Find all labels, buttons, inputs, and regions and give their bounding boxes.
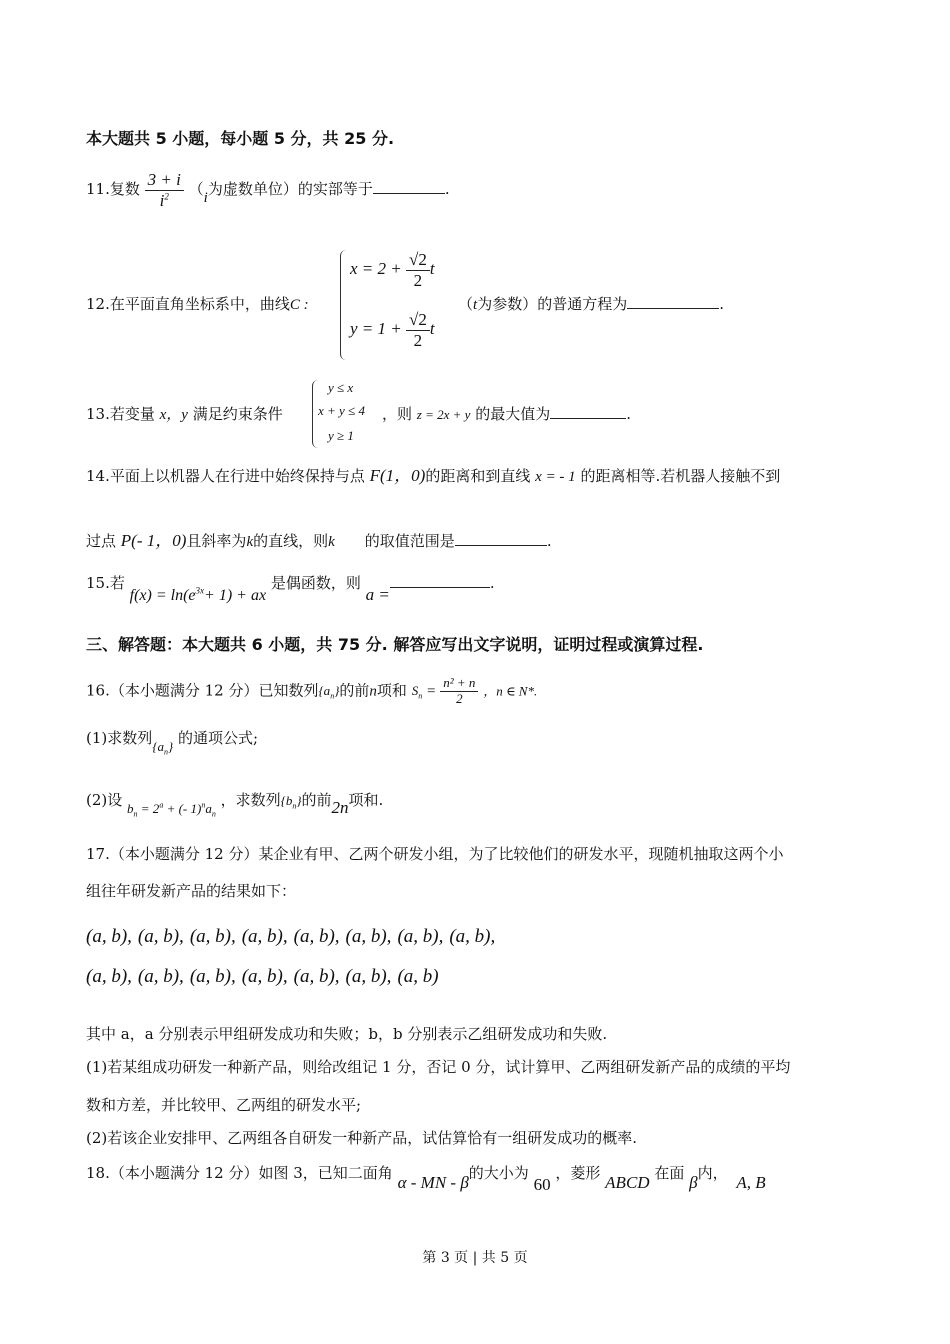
q11-numerator: 3 + i — [145, 170, 184, 191]
result-pair: (a, b), — [137, 926, 184, 947]
q13-answer-blank — [550, 418, 626, 419]
q16-bn-sub: n — [133, 809, 138, 819]
q14-tail: . — [546, 532, 552, 550]
q16-p1-seq-open: {a — [152, 739, 164, 754]
q14-line-eq: x = - 1 — [535, 469, 576, 485]
q18-d: 在面 — [654, 1164, 685, 1182]
result-pair: (a, b), — [189, 926, 236, 947]
q18-angle: α - MN - β — [397, 1173, 469, 1192]
q11-den-base: i — [159, 190, 165, 210]
q14-line2-b: 且斜率为 — [186, 532, 247, 550]
result-pair: (a, b), — [345, 966, 392, 987]
q15-func-a: f(x) = ln(e — [129, 587, 196, 604]
result-pair: (a, b), — [345, 926, 392, 947]
q16-intro-c: 项和 — [376, 681, 407, 700]
q12-line1 — [350, 250, 435, 290]
question-13-prefix — [86, 403, 283, 424]
q11-denominator — [145, 191, 184, 211]
q16-bseq-close: } — [296, 793, 302, 808]
q16-bn-sub2: n — [211, 809, 216, 819]
q16-fraction — [440, 676, 478, 707]
q12-line2-lhs: y = 1 + — [350, 318, 402, 338]
result-pair: (a, b), — [241, 966, 288, 987]
q13-vars: x，y — [159, 407, 188, 423]
q12-line2-t: t — [429, 318, 435, 338]
q14-k1: k — [246, 534, 254, 550]
q16-p2-d: 项和. — [348, 791, 384, 809]
q11-fraction — [145, 170, 184, 210]
q16-seq-close: } — [334, 683, 340, 699]
result-pair: (a, b), — [137, 966, 184, 987]
q12-tail: . — [719, 295, 724, 313]
q15-func-exp: 3x — [195, 585, 205, 596]
result-pair: (a, b), — [241, 926, 288, 947]
q12-line2 — [350, 310, 435, 350]
q16-bn-rhs3: a — [205, 801, 212, 816]
q12-suffix: 为参数）的普通方程为 — [477, 295, 628, 313]
q15-a-eq: a = — [365, 585, 390, 604]
question-16-part-1 — [86, 727, 258, 757]
q17-results-row-2 — [86, 966, 445, 988]
q16-bseq-open: {b — [280, 793, 293, 808]
q17-part-2: (2)若该企业安排甲、乙两组各自研发一种新产品，试估算恰有一组研发成功的概率. — [86, 1129, 638, 1147]
q13-constraint-2: x + y ≤ 4 — [318, 403, 365, 418]
q11-paren-open: （ — [188, 180, 204, 199]
question-17-intro-2: 组往年研发新产品的结果如下： — [86, 882, 297, 900]
q12-line1-frac — [406, 250, 430, 290]
q15-tail: . — [489, 574, 495, 592]
q17-results-row-1 — [86, 926, 501, 948]
q16-seq-open: {a — [318, 683, 331, 699]
q13-mid: 满足约束条件 — [192, 405, 283, 423]
q12-brace — [340, 250, 347, 360]
q14-line1-c: 的距离相等.若机器人接触不到 — [580, 467, 781, 485]
q14-line2-a: 过点 — [86, 532, 117, 550]
q16-den: 2 — [456, 690, 463, 706]
question-18 — [86, 1162, 766, 1194]
q15-prefix: 15.若 — [86, 574, 125, 592]
q18-degree: 60 — [533, 1175, 551, 1194]
result-pair: (a, b), — [293, 926, 340, 947]
q18-rhombus: ABCD — [605, 1173, 650, 1192]
q17-part-1-line-1: (1)若某组成功研发一种新产品，则给改组记 1 分，否记 0 分，试计算甲、乙两组研发新产品的成绩的平均 — [86, 1058, 791, 1076]
q16-sn-sub: n — [418, 692, 423, 702]
q14-k2: k — [328, 534, 335, 550]
q14-point-p: P(- 1，0) — [120, 531, 187, 550]
q12-t-var: t — [473, 297, 478, 313]
q11-prefix: 11.复数 — [86, 180, 140, 199]
q16-bseq-sub: n — [292, 801, 297, 811]
q15-func-b: + 1) + ax — [204, 587, 267, 604]
q12-line2-num: √2 — [406, 310, 430, 331]
q16-sn-base: S — [411, 683, 419, 699]
q16-n: n — [369, 683, 377, 700]
q14-line1-a: 14.平面上以机器人在行进中始终保持与点 — [86, 467, 365, 485]
q17-legend: 其中 a，a 分别表示甲组研发成功和失败；b，b 分别表示乙组研发成功和失败. — [86, 1025, 608, 1043]
q11-answer-blank — [373, 193, 445, 194]
q11-i-var: i — [203, 190, 208, 207]
q13-tail: . — [626, 405, 632, 423]
q16-two-n: 2n — [331, 798, 349, 817]
section-3-header: 三、解答题：本大题共 6 小题，共 75 分. 解答应写出文字说明，证明过程或演算过程. — [86, 635, 704, 654]
q14-point-f: F(1，0) — [369, 466, 426, 485]
q18-beta: β — [689, 1173, 698, 1192]
q14-line1-b: 的距离和到直线 — [425, 467, 531, 485]
q16-p1-b: 的通项公式; — [177, 729, 258, 747]
q13-then: ，则 — [382, 405, 413, 423]
q11-den-exp: 2 — [164, 190, 169, 201]
q16-bn-exp2: n — [201, 800, 206, 810]
q14-line2-d: 的取值范围是 — [364, 532, 455, 550]
q15-answer-blank — [390, 587, 490, 588]
q16-bn-rhs2: + (- 1) — [166, 801, 202, 816]
q16-p1-seq — [152, 739, 174, 757]
q15-function — [130, 587, 266, 604]
q18-c: ，菱形 — [555, 1164, 601, 1182]
q16-p1-a: (1)求数列 — [86, 729, 153, 747]
result-pair: (a, b) — [397, 966, 439, 987]
q16-cond: ，n ∈ N*. — [483, 683, 538, 699]
result-pair: (a, b), — [293, 966, 340, 987]
q18-e: 内， — [697, 1164, 728, 1182]
question-14-line-2 — [86, 526, 552, 551]
q14-line2-c: 的直线，则 — [253, 532, 329, 550]
q11-paren-text: 为虚数单位）的实部等于 — [207, 180, 373, 199]
question-11 — [86, 170, 450, 210]
q12-line1-t: t — [429, 258, 435, 278]
q14-answer-blank — [455, 545, 547, 546]
q18-ab: A, B — [736, 1173, 766, 1192]
question-16-part-2 — [86, 789, 384, 819]
page-footer: 第 3 页 | 共 5 页 — [422, 1250, 528, 1266]
q13-constraint-3: y ≥ 1 — [328, 428, 354, 443]
q15-mid: 是偶函数，则 — [270, 574, 361, 592]
q13-constraint-1: y ≤ x — [328, 380, 354, 395]
q16-bn-exp: a — [159, 800, 164, 810]
q13-prefix-text: 13.若变量 — [86, 405, 155, 423]
q12-suffix-line — [458, 293, 724, 314]
q16-bn-rhs: = 2 — [140, 801, 160, 816]
result-pair: (a, b), — [397, 926, 444, 947]
q16-seq-a — [318, 683, 340, 702]
q16-bn-def — [127, 800, 216, 819]
q13-suffix-line — [382, 403, 631, 424]
result-pair: (a, b), — [86, 926, 132, 947]
q12-curve: C : — [289, 297, 309, 313]
question-15 — [86, 572, 495, 604]
q16-sn — [411, 683, 423, 702]
q18-b: 的大小为 — [468, 1164, 529, 1182]
q12-line1-den: 2 — [413, 270, 423, 290]
q12-prefix-text: 12.在平面直角坐标系中，曲线 — [86, 295, 290, 313]
q12-line1-num: √2 — [406, 250, 430, 271]
q16-p2-c: 的前 — [301, 791, 332, 809]
q16-bn-base: b — [127, 801, 134, 816]
question-14-line-1 — [86, 461, 780, 486]
q12-line2-frac — [406, 310, 430, 350]
q13-suffix: 的最大值为 — [475, 405, 551, 423]
q12-line1-lhs: x = 2 + — [350, 258, 402, 278]
q16-p1-seq-close: } — [167, 739, 174, 754]
question-12-prefix — [86, 293, 309, 314]
q13-expr: z = 2x + y — [416, 407, 471, 422]
q16-intro-a: 16.（本小题满分 12 分）已知数列 — [86, 681, 319, 700]
q16-num: n² + n — [440, 676, 478, 692]
result-pair: (a, b), — [449, 926, 496, 947]
question-16-intro — [86, 676, 537, 707]
q16-seq-sub: n — [330, 692, 335, 702]
result-pair: (a, b), — [189, 966, 236, 987]
q12-answer-blank — [627, 308, 719, 309]
q16-p2-b: ，求数列 — [220, 791, 281, 809]
q16-intro-b: 的前 — [339, 681, 370, 700]
section-header: 本大题共 5 小题，每小题 5 分，共 25 分. — [86, 129, 395, 148]
q17-part-1-line-2: 数和方差，并比较甲、乙两组的研发水平; — [86, 1096, 362, 1114]
q16-eq: = — [426, 683, 436, 700]
q12-paren-open: （ — [458, 295, 474, 313]
q12-line2-den: 2 — [413, 330, 423, 350]
q11-tail: . — [444, 180, 450, 199]
result-pair: (a, b), — [86, 966, 132, 987]
q16-p2-a: (2)设 — [86, 791, 123, 809]
q16-p1-seq-sub: n — [163, 747, 168, 757]
q16-bseq — [280, 793, 302, 811]
question-17-intro-1: 17.（本小题满分 12 分）某企业有甲、乙两个研发小组，为了比较他们的研发水平，现随机抽取这两个小 — [86, 845, 784, 863]
q18-a: 18.（本小题满分 12 分）如图 3，已知二面角 — [86, 1164, 393, 1182]
